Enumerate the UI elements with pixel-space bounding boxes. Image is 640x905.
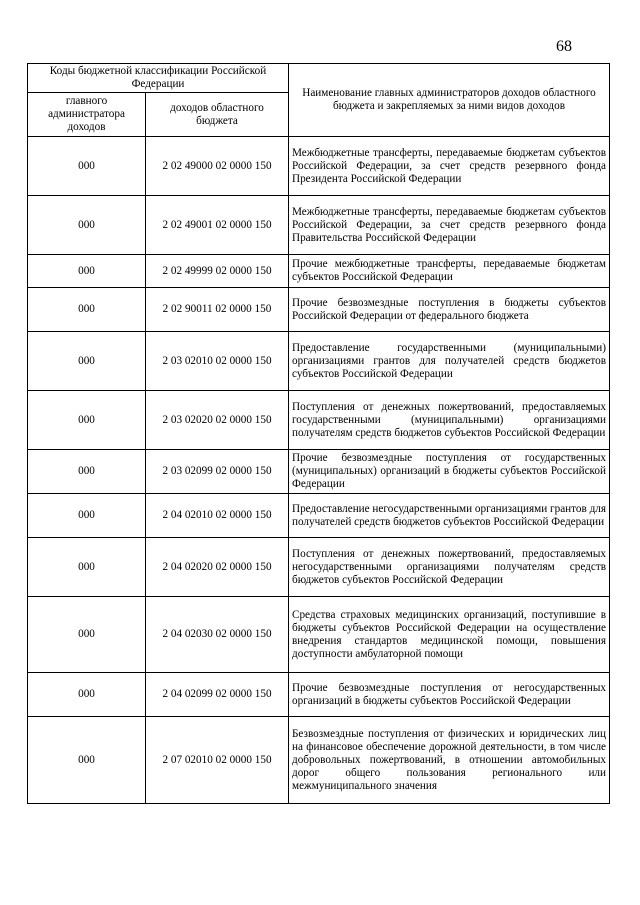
table-row (28, 673, 610, 717)
income-code-cell: 2 04 02010 02 0000 150 (146, 494, 289, 538)
income-name-cell: Предоставление негосударственными организациями грантов для получателей средств бюджетов субъектов Российской Федерации (289, 494, 610, 538)
income-code-cell: 2 03 02020 02 0000 150 (146, 391, 289, 450)
income-code-cell: 2 02 49000 02 0000 150 (146, 137, 289, 196)
income-code-cell: 2 03 02010 02 0000 150 (146, 332, 289, 391)
admin-code-cell: 000 (28, 538, 146, 597)
table-row (28, 196, 610, 255)
admin-code-cell: 000 (28, 288, 146, 332)
admin-code-cell: 000 (28, 450, 146, 494)
income-code-cell: 2 02 90011 02 0000 150 (146, 288, 289, 332)
income-name-cell: Прочие безвозмездные поступления в бюджеты субъектов Российской Федерации от федерального бюджета (289, 288, 610, 332)
header-name-column: Наименование главных администраторов доходов областного бюджета и закрепляемых за ними видов доходов (289, 64, 610, 137)
table-row (28, 391, 610, 450)
table-row (28, 450, 610, 494)
table-row (28, 494, 610, 538)
income-code-cell: 2 02 49001 02 0000 150 (146, 196, 289, 255)
admin-code-cell: 000 (28, 597, 146, 673)
table-row (28, 332, 610, 391)
income-name-cell: Прочие безвозмездные поступления от негосударственных организаций в бюджеты субъектов Российской Федерации (289, 673, 610, 717)
table-row (28, 137, 610, 196)
table-body (28, 137, 610, 804)
admin-code-cell: 000 (28, 494, 146, 538)
income-code-cell: 2 04 02030 02 0000 150 (146, 597, 289, 673)
table-header (28, 64, 610, 137)
income-name-cell: Прочие межбюджетные трансферты, передаваемые бюджетам субъектов Российской Федерации (289, 255, 610, 288)
admin-code-cell: 000 (28, 391, 146, 450)
table-row (28, 288, 610, 332)
income-name-cell: Безвозмездные поступления от физических и юридических лиц на финансовое обеспечение дорожной деятельности, в том числе добровольных пожертвований, в отношении автомобильных дорог общего пользования регионального или межмуниципального значения (289, 717, 610, 804)
income-name-cell: Межбюджетные трансферты, передаваемые бюджетам субъектов Российской Федерации, за счет средств резервного фонда Президента Российской Федерации (289, 137, 610, 196)
header-codes-group: Коды бюджетной классификации Российской Федерации (28, 64, 289, 93)
income-name-cell: Поступления от денежных пожертвований, предоставляемых негосударственными организациями получателям средств бюджетов субъектов Российской Федерации (289, 538, 610, 597)
income-code-cell: 2 04 02020 02 0000 150 (146, 538, 289, 597)
table-row (28, 717, 610, 804)
income-code-cell: 2 02 49999 02 0000 150 (146, 255, 289, 288)
page-number: 68 (556, 38, 572, 55)
header-admin-column: главного администратора доходов (28, 93, 146, 137)
income-code-cell: 2 07 02010 02 0000 150 (146, 717, 289, 804)
header-income-column: доходов областного бюджета (146, 93, 289, 137)
admin-code-cell: 000 (28, 673, 146, 717)
table-row (28, 255, 610, 288)
income-name-cell: Поступления от денежных пожертвований, предоставляемых государственными (муниципальными) организациями получателям средств бюджетов субъектов Российской Федерации (289, 391, 610, 450)
income-name-cell: Средства страховых медицинских организаций, поступившие в бюджеты субъектов Российской Федерации на осуществление внедрения стандартов медицинской помощи, повышения доступности амбулаторной помощи (289, 597, 610, 673)
admin-code-cell: 000 (28, 137, 146, 196)
income-code-cell: 2 03 02099 02 0000 150 (146, 450, 289, 494)
table-row (28, 597, 610, 673)
table-row (28, 538, 610, 597)
income-name-cell: Прочие безвозмездные поступления от государственных (муниципальных) организаций в бюджеты субъектов Российской Федерации (289, 450, 610, 494)
income-code-cell: 2 04 02099 02 0000 150 (146, 673, 289, 717)
admin-code-cell: 000 (28, 196, 146, 255)
budget-classification-table (27, 63, 610, 804)
income-name-cell: Предоставление государственными (муниципальными) организациями грантов для получателей средств бюджетов субъектов Российской Федерации (289, 332, 610, 391)
admin-code-cell: 000 (28, 255, 146, 288)
admin-code-cell: 000 (28, 332, 146, 391)
admin-code-cell: 000 (28, 717, 146, 804)
income-name-cell: Межбюджетные трансферты, передаваемые бюджетам субъектов Российской Федерации, за счет средств резервного фонда Правительства Российской Федерации (289, 196, 610, 255)
